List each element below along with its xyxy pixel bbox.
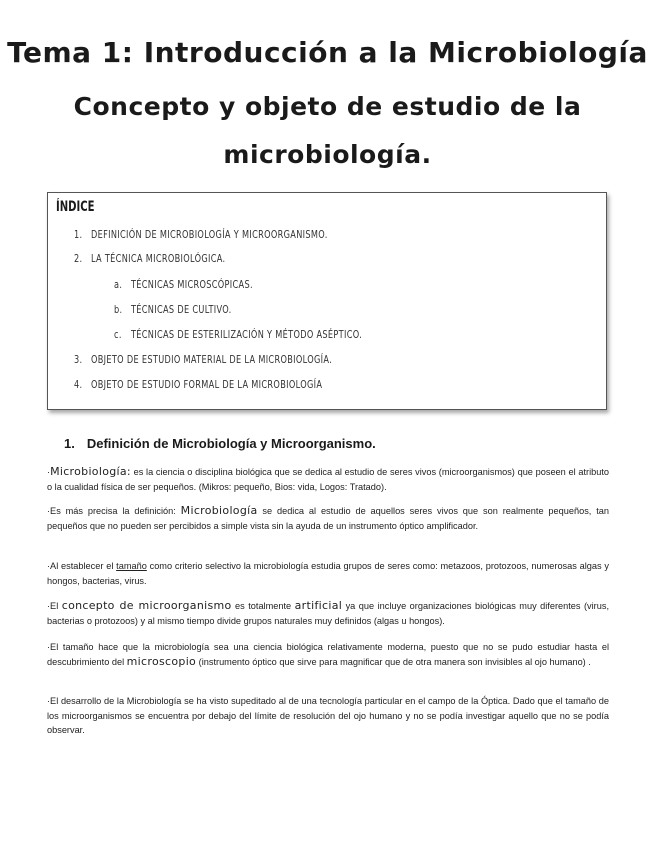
paragraph-3 (47, 559, 609, 588)
paragraph-text: (instrumento óptico que sirve para magnificar que de otra manera son invisibles al ojo humano) . (196, 656, 591, 667)
paragraph-2 (47, 504, 609, 533)
toc-item (114, 304, 232, 316)
paragraph-text: como criterio selectivo la microbiología estudia grupos de seres como: metazoos, protozoos, numerosas algas y hongos, bacterias, virus. (47, 561, 609, 586)
page-subtitle-line2: microbiología. (223, 140, 432, 169)
toc-item (114, 329, 362, 341)
term-concepto-microorganismo: concepto de microorganismo (61, 599, 232, 612)
paragraph-4 (47, 599, 609, 628)
page-subtitle-line1: Concepto y objeto de estudio de la (73, 92, 582, 121)
section-heading (64, 436, 376, 451)
toc-item-text: OBJETO DE ESTUDIO FORMAL DE LA MICROBIOLOGÍA (90, 379, 323, 391)
term-microscopio: microscopio (126, 654, 197, 668)
bullet: · (47, 467, 51, 477)
toc-item-number: 1. (74, 229, 83, 241)
toc-item-text: TÉCNICAS MICROSCÓPICAS. (130, 279, 253, 291)
paragraph-text: ·Es más precisa la definición: (47, 506, 181, 516)
toc-item-number: 2. (74, 253, 83, 265)
toc-item (74, 379, 322, 391)
section-number: 1. (64, 436, 75, 451)
term-artificial: artificial (294, 599, 343, 612)
toc-item-number: b. (114, 304, 123, 316)
term-tamano: tamaño (116, 561, 147, 571)
toc-item-text: TÉCNICAS DE CULTIVO. (130, 304, 232, 316)
paragraph-1 (47, 465, 609, 494)
term-microbiologia: Microbiología (180, 504, 258, 517)
paragraph-text: es totalmente (231, 601, 295, 611)
toc-item (74, 229, 328, 241)
toc-item (74, 253, 225, 265)
paragraph-text: ·Al establecer el (47, 561, 117, 571)
toc-item-text: OBJETO DE ESTUDIO MATERIAL DE LA MICROBIOLOGÍA. (90, 354, 333, 366)
term-microbiologia: Microbiología: (50, 465, 131, 478)
toc-item-text: TÉCNICAS DE ESTERILIZACIÓN Y MÉTODO ASÉPTICO. (130, 329, 363, 341)
toc-item-number: a. (114, 279, 123, 291)
paragraph-6: ·El desarrollo de la Microbiología se ha visto supeditado al de una tecnología particular en el campo de la Óptica. Dado que el tamaño de los microorganismos se encuentra por debajo del límite de resolución del ojo humano y no se podía investigar aquello que no se podía observar. (47, 696, 609, 735)
toc-item-text: LA TÉCNICA MICROBIOLÓGICA. (90, 253, 226, 265)
index-box (47, 192, 607, 410)
toc-item (114, 279, 253, 291)
paragraph-text: ·El (47, 601, 62, 611)
paragraph-text: ·El tamaño hace que la microbiología sea una ciencia biológica relativamente moderna, puesto que no se pudo estudiar hasta el descubrimiento del (47, 642, 609, 667)
paragraph-text: se dedica al estudio de aquellos seres vivos que son realmente pequeños, tan pequeños que no pueden ser percibidos a simple vista sin la ayuda de un instrumento óptico amplificador. (47, 506, 609, 531)
section-title: Definición de Microbiología y Microorganismo. (86, 436, 376, 451)
paragraph-text: es la ciencia o disciplina biológica que se dedica al estudio de seres vivos (microorganismos) que poseen el atributo o la cualidad física de ser pequeños. (Mikros: pequeño, Bios: vida, Logos: Tratado). (47, 467, 609, 492)
paragraph-5 (47, 640, 609, 669)
paragraph-text: ya que incluye organizaciones biológicas muy diferentes (virus, bacterias o protozoos) y al mismo tiempo divide grupos naturales muy definidos (algas u hongos). (47, 601, 610, 626)
index-heading: ÍNDICE (56, 199, 95, 215)
toc-item-number: 4. (74, 379, 83, 391)
toc-item-number: c. (114, 329, 122, 341)
toc-item-number: 3. (74, 354, 83, 366)
toc-item (74, 354, 332, 366)
page-title: Tema 1: Introducción a la Microbiología (7, 36, 648, 69)
toc-item-text: DEFINICIÓN DE MICROBIOLOGÍA Y MICROORGANISMO. (90, 229, 328, 241)
